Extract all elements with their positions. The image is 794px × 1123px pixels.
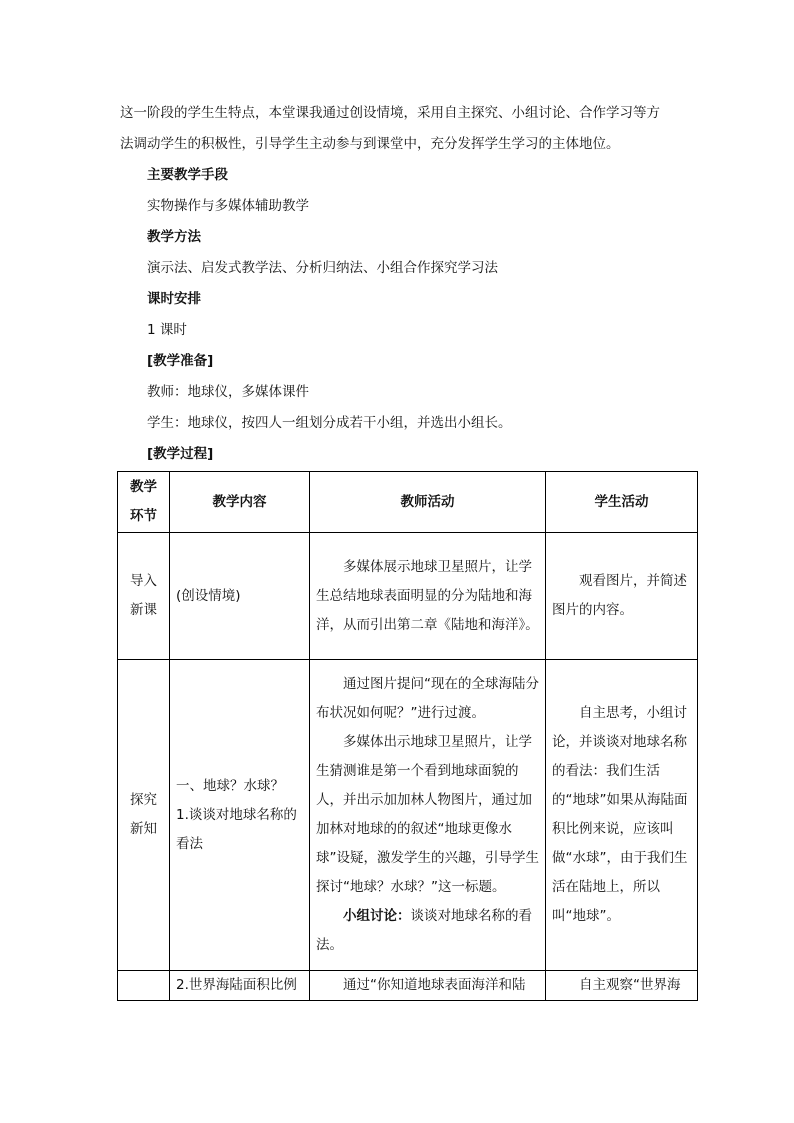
cell-content xyxy=(170,660,310,971)
table-row xyxy=(118,533,698,660)
schedule-text: 1 课时 xyxy=(147,322,187,338)
table-row xyxy=(118,660,698,971)
group-discussion-text: 谈谈对地球名称的看法。 xyxy=(316,908,532,953)
cell-student: 观看图片，并简述图片的内容。 xyxy=(546,533,698,660)
cell-student: 自主思考，小组讨论，并谈谈对地球名称的看法：我们生活的“地球”如果从海陆面积比例来说，应该叫做“水球”，由于我们生活在陆地上，所以叫“地球”。 xyxy=(546,660,698,971)
schedule-heading: 课时安排 xyxy=(147,291,201,307)
prep-heading: [教学准备] xyxy=(147,353,214,369)
table-header-row xyxy=(118,472,698,533)
table-row xyxy=(118,971,698,1001)
process-heading: [教学过程] xyxy=(147,446,214,462)
teacher-paragraph: 多媒体出示地球卫星照片，让学生猜测谁是第一个看到地球面貌的人，并出示加加林人物图片，通过加加林对地球的的叙述“地球更像水球”设疑，激发学生的兴趣，引导学生探讨“地球？水球？”这一标题。 xyxy=(316,734,539,895)
prep-teacher: 教师：地球仪，多媒体课件 xyxy=(147,384,309,400)
method-heading: 教学方法 xyxy=(147,229,201,245)
header-teacher: 教师活动 xyxy=(310,472,546,533)
cell-teacher xyxy=(310,660,546,971)
cell-teacher: 通过“你知道地球表面海洋和陆 xyxy=(310,971,546,1001)
header-content: 教学内容 xyxy=(170,472,310,533)
method-text: 演示法、启发式教学法、分析归纳法、小组合作探究学习法 xyxy=(147,260,498,276)
cell-content: 2.世界海陆面积比例 xyxy=(170,971,310,1001)
teacher-paragraph xyxy=(316,902,539,960)
intro-line-1: 这一阶段的学生生特点，本堂课我通过创设情境，采用自主探究、小组讨论、合作学习等方 xyxy=(120,105,660,121)
header-student: 学生活动 xyxy=(546,472,698,533)
content-subheading: 1.谈谈对地球名称的看法 xyxy=(176,806,297,852)
content-heading: 一、地球？水球？ xyxy=(176,777,284,794)
cell-stage: 导入新课 xyxy=(118,533,170,660)
cell-stage xyxy=(118,971,170,1001)
cell-teacher: 多媒体展示地球卫星照片，让学生总结地球表面明显的分为陆地和海洋，从而引出第二章《陆地和海洋》。 xyxy=(310,533,546,660)
cell-student: 自主观察“世界海 xyxy=(546,971,698,1001)
prep-student: 学生：地球仪，按四人一组划分成若干小组，并选出小组长。 xyxy=(147,415,512,431)
means-heading: 主要教学手段 xyxy=(147,167,228,183)
header-stage: 教学环节 xyxy=(118,472,170,533)
lesson-table xyxy=(117,471,698,1001)
teacher-paragraph: 通过图片提问“现在的全球海陆分布状况如何呢？”进行过渡。 xyxy=(316,676,539,721)
intro-line-2: 法调动学生的积极性，引导学生主动参与到课堂中，充分发挥学生学习的主体地位。 xyxy=(120,136,620,152)
cell-stage: 探究新知 xyxy=(118,660,170,971)
group-discussion-label: 小组讨论： xyxy=(343,908,411,924)
means-text: 实物操作与多媒体辅助教学 xyxy=(147,198,309,214)
cell-content: (创设情境) xyxy=(170,533,310,660)
